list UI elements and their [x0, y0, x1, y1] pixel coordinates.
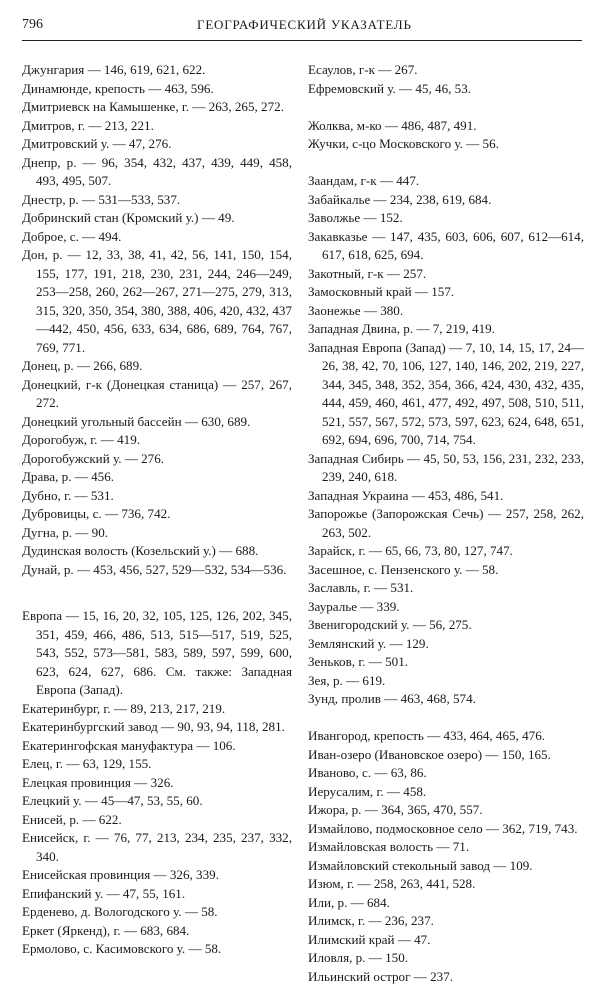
index-entry: Днестр, р. — 531—533, 537.	[22, 191, 292, 210]
index-entry: Засешное, с. Пензенского у. — 58.	[308, 561, 584, 580]
index-entry: Екатерингофская мануфактура — 106.	[22, 737, 292, 756]
index-entry: Измайловский стекольный завод — 109.	[308, 857, 584, 876]
index-entry: Донецкий, г-к (Донецкая станица) — 257, 267, 272.	[22, 376, 292, 413]
group-spacer	[22, 579, 292, 607]
index-entry: Жучки, с-цо Московского у. — 56.	[308, 135, 584, 154]
index-entry: Дубровицы, с. — 736, 742.	[22, 505, 292, 524]
index-entry: Драва, р. — 456.	[22, 468, 292, 487]
index-entry: Изюм, г. — 258, 263, 441, 528.	[308, 875, 584, 894]
index-entry: Илимск, г. — 236, 237.	[308, 912, 584, 931]
index-entry: Дунай, р. — 453, 456, 527, 529—532, 534—536.	[22, 561, 292, 580]
index-entry: Ильинский острог — 237.	[308, 968, 584, 986]
letter-group	[308, 61, 584, 98]
index-entry: Епифанский у. — 47, 55, 161.	[22, 885, 292, 904]
index-entry: Илимский край — 47.	[308, 931, 584, 950]
index-entry: Елецкий у. — 45—47, 53, 55, 60.	[22, 792, 292, 811]
group-spacer	[308, 154, 584, 173]
index-entry: Иван-озеро (Ивановское озеро) — 150, 165.	[308, 746, 584, 765]
index-entry: Землянский у. — 129.	[308, 635, 584, 654]
index-entry: Еркет (Яркенд), г. — 683, 684.	[22, 922, 292, 941]
index-entry: Западная Европа (Запад) — 7, 10, 14, 15, 17, 24—26, 38, 42, 70, 106, 127, 140, 146, 202, 219, 227, 344, 345, 348, 352, 354, 366, 424, 430, 432, 435, 444, 459, 460, 461, 477, 492, 497, 508, 510, 511, 521, 557, 567, 572, 573, 597, 623, 624, 648, 651, 692, 694, 696, 700, 714, 754.	[308, 339, 584, 450]
index-entry: Забайкалье — 234, 238, 619, 684.	[308, 191, 584, 210]
letter-group	[308, 117, 584, 154]
index-entry: Зеньков, г. — 501.	[308, 653, 584, 672]
index-entry: Европа — 15, 16, 20, 32, 105, 125, 126, 202, 345, 351, 459, 466, 486, 513, 515—517, 519, 525, 543, 552, 573—581, 583, 589, 597, 599, 600, 623, 624, 627, 686. См. также: Западная Европа (Запад).	[22, 607, 292, 700]
letter-group	[22, 61, 292, 579]
letter-group	[308, 727, 584, 986]
index-entry: Ижора, р. — 364, 365, 470, 557.	[308, 801, 584, 820]
page-header	[22, 17, 580, 39]
index-entry: Заонежье — 380.	[308, 302, 584, 321]
index-entry: Запорожье (Запорожская Сечь) — 257, 258, 262, 263, 502.	[308, 505, 584, 542]
index-entry: Елецкая провинция — 326.	[22, 774, 292, 793]
index-entry: Ермолово, с. Касимовского у. — 58.	[22, 940, 292, 959]
index-entry: Западная Двина, р. — 7, 219, 419.	[308, 320, 584, 339]
index-entry: Заандам, г-к — 447.	[308, 172, 584, 191]
letter-group	[22, 607, 292, 959]
index-entry: Дорогобужский у. — 276.	[22, 450, 292, 469]
index-entry: Дмитровский у. — 47, 276.	[22, 135, 292, 154]
index-entry: Екатеринбургский завод — 90, 93, 94, 118, 281.	[22, 718, 292, 737]
index-entry: Ефремовский у. — 45, 46, 53.	[308, 80, 584, 99]
group-spacer	[308, 98, 584, 117]
index-entry: Западная Украина — 453, 486, 541.	[308, 487, 584, 506]
index-entry: Дмитров, г. — 213, 221.	[22, 117, 292, 136]
index-entry: Доброе, с. — 494.	[22, 228, 292, 247]
index-entry: Есаулов, г-к — 267.	[308, 61, 584, 80]
index-entry: Динамюнде, крепость — 463, 596.	[22, 80, 292, 99]
index-entry: Дорогобуж, г. — 419.	[22, 431, 292, 450]
letter-group	[308, 172, 584, 709]
index-entry: Енисейск, г. — 76, 77, 213, 234, 235, 237, 332, 340.	[22, 829, 292, 866]
index-entry: Закотный, г-к — 257.	[308, 265, 584, 284]
index-entry: Елец, г. — 63, 129, 155.	[22, 755, 292, 774]
page-number: 796	[22, 17, 43, 33]
index-entry: Иловля, р. — 150.	[308, 949, 584, 968]
index-entry: Донецкий угольный бассейн — 630, 689.	[22, 413, 292, 432]
index-entry: Дугна, р. — 90.	[22, 524, 292, 543]
index-entry: Жолква, м-ко — 486, 487, 491.	[308, 117, 584, 136]
index-entry: Иерусалим, г. — 458.	[308, 783, 584, 802]
index-entry: Дмитриевск на Камышенке, г. — 263, 265, 272.	[22, 98, 292, 117]
index-entry: Зауралье — 339.	[308, 598, 584, 617]
index-entry: Заславль, г. — 531.	[308, 579, 584, 598]
index-entry: Западная Сибирь — 45, 50, 53, 156, 231, 232, 233, 239, 240, 618.	[308, 450, 584, 487]
index-entry: Иваново, с. — 63, 86.	[308, 764, 584, 783]
group-spacer	[308, 709, 584, 728]
index-entry: Дудинская волость (Козельский у.) — 688.	[22, 542, 292, 561]
index-entry: Замосковный край — 157.	[308, 283, 584, 302]
index-entry: Звенигородский у. — 56, 275.	[308, 616, 584, 635]
running-title: ГЕОГРАФИЧЕСКИЙ УКАЗАТЕЛЬ	[197, 17, 412, 33]
index-entry: Енисейская провинция — 326, 339.	[22, 866, 292, 885]
index-entry: Енисей, р. — 622.	[22, 811, 292, 830]
index-entry: Зунд, пролив — 463, 468, 574.	[308, 690, 584, 709]
index-entry: Ивангород, крепость — 433, 464, 465, 476.	[308, 727, 584, 746]
index-entry: Заволжье — 152.	[308, 209, 584, 228]
index-entry: Зарайск, г. — 65, 66, 73, 80, 127, 747.	[308, 542, 584, 561]
index-column-right	[308, 61, 584, 986]
index-entry: Зея, р. — 619.	[308, 672, 584, 691]
index-entry: Ерденево, д. Вологодского у. — 58.	[22, 903, 292, 922]
header-rule	[22, 40, 582, 41]
index-entry: Екатеринбург, г. — 89, 213, 217, 219.	[22, 700, 292, 719]
index-entry: Добринский стан (Кромский у.) — 49.	[22, 209, 292, 228]
index-entry: Донец, р. — 266, 689.	[22, 357, 292, 376]
index-entry: Дубно, г. — 531.	[22, 487, 292, 506]
index-entry: Измайлово, подмосковное село — 362, 719, 743.	[308, 820, 584, 839]
index-entry: Или, р. — 684.	[308, 894, 584, 913]
index-entry: Днепр, р. — 96, 354, 432, 437, 439, 449, 458, 493, 495, 507.	[22, 154, 292, 191]
index-entry: Закавказье — 147, 435, 603, 606, 607, 612—614, 617, 618, 625, 694.	[308, 228, 584, 265]
index-entry: Измайловская волость — 71.	[308, 838, 584, 857]
index-entry: Дон, р. — 12, 33, 38, 41, 42, 56, 141, 150, 154, 155, 177, 191, 218, 230, 231, 244, 246—249, 253—258, 260, 262—267, 271—275, 279, 313, 315, 320, 350, 354, 380, 388, 406, 420, 432, 437—442, 450, 456, 633, 634, 686, 689, 764, 767, 769, 771.	[22, 246, 292, 357]
index-column-left	[22, 61, 292, 959]
index-entry: Джунгария — 146, 619, 621, 622.	[22, 61, 292, 80]
